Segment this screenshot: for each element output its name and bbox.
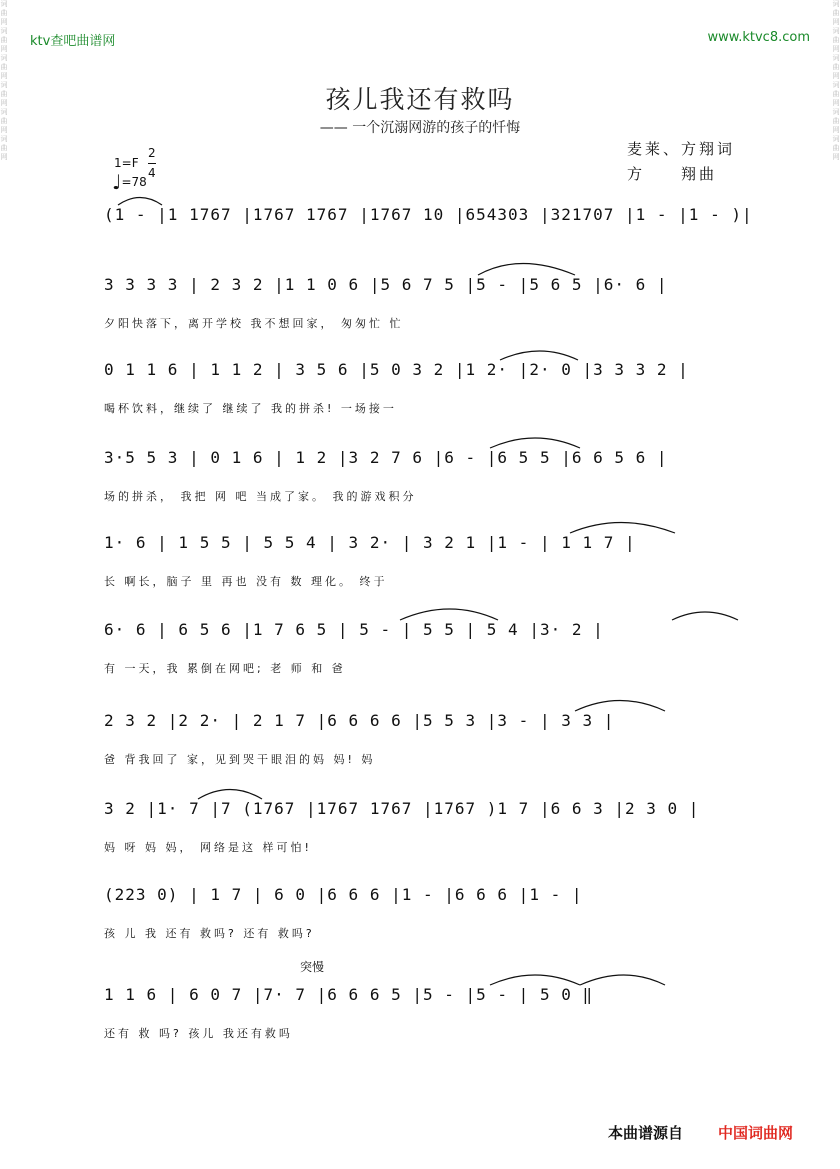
system-lyrics: 还有 救 吗? 孩儿 我还有救吗 [104,1027,293,1040]
slur [400,609,498,620]
lyricist-credit: 麦莱、方翔词 [627,140,736,158]
slur [575,701,665,712]
source-label: 本曲谱源自 [608,1124,684,1142]
slur [490,438,580,448]
system-lyrics: 孩 儿 我 还有 救吗? 还有 救吗? [104,927,315,940]
song-subtitle: —— 一个沉溺网游的孩子的忏悔 [319,120,521,136]
system-notes: 3·5 5 3 | 0 1 6 | 1 2 |3 2 7 6 |6 - |6 5 5 |6 6 5 6 | [104,448,668,467]
system-lyrics: 有 一天，我 累倒在网吧; 老 师 和 爸 [104,662,346,675]
source-site: 中国词曲网 [718,1124,794,1142]
time-bottom: 4 [148,163,156,183]
system-lyrics: 喝杯饮料，继续了 继续了 我的拼杀! 一场接一 [104,402,397,415]
slur [580,975,665,985]
system-lyrics: 妈 呀 妈 妈， 网络是这 样可怕! [104,841,312,854]
system-lyrics: 爸 背我回了 家，见到哭干眼泪的妈 妈! 妈 [104,753,376,766]
system-lyrics: 长 啊长，脑子 里 再也 没有 数 理化。 终于 [104,575,388,588]
slur [198,790,262,800]
system-notes: (223 0) | 1 7 | 6 0 |6 6 6 |1 - |6 6 6 |1 - | [104,885,583,904]
system-notes: 3 3 3 3 | 2 3 2 |1 1 0 6 |5 6 7 5 |5 - |5 6 5 |6· 6 | [104,275,668,294]
key-signature: 1=F [114,156,139,170]
composer-credit: 方 翔曲 [627,165,718,183]
site-url-right: www.ktvc8.com [707,30,810,45]
system-lyrics: 场的拼杀， 我把 网 吧 当成了家。 我的游戏积分 [104,490,417,503]
system-lyrics: 夕阳快落下，离开学校 我不想回家， 匆匆忙 忙 [104,317,404,330]
tempo-value: =78 [121,175,147,189]
slur [672,612,738,620]
system-notes: 6· 6 | 6 5 6 |1 7 6 5 | 5 - | 5 5 | 5 4 |3· 2 | [104,620,604,639]
system-notes: 0 1 1 6 | 1 1 2 | 3 5 6 |5 0 3 2 |1 2· |2· 0 |3 3 3 2 | [104,360,689,379]
slur [490,975,580,985]
system-notes: 1· 6 | 1 5 5 | 5 5 4 | 3 2· | 3 2 1 |1 - | 1 1 7 | [104,533,636,552]
quarter-note-icon: ♩ [112,170,122,194]
slur [118,198,162,206]
system-notes: 1 1 6 | 6 0 7 |7· 7 |6 6 6 5 |5 - |5 - | 5 0 ‖ [104,985,594,1004]
system-notes: 2 3 2 |2 2· | 2 1 7 |6 6 6 6 |5 5 3 |3 - | 3 3 | [104,711,615,730]
slur [570,523,675,534]
right-watermark-strip: 词曲网 词曲网 词曲网 词曲网 词曲网 词曲网 [832,0,840,161]
system-notes: 3 2 |1· 7 |7 (1767 |1767 1767 |1767 )1 7 |6 6 3 |2 3 0 | [104,799,700,818]
song-title: 孩儿我还有救吗 [325,85,515,114]
time-top: 2 [148,146,156,160]
tempo-change-mark: 突慢 [300,960,325,974]
slur [478,264,575,276]
system-notes: (1 - |1 1767 |1767 1767 |1767 10 |654303 |321707 |1 - |1 - )| [104,205,753,224]
site-name-left: ktv查吧曲谱网 [30,34,116,49]
slur [500,351,578,360]
left-watermark-strip: 词曲网 词曲网 词曲网 词曲网 词曲网 词曲网 [0,0,8,161]
